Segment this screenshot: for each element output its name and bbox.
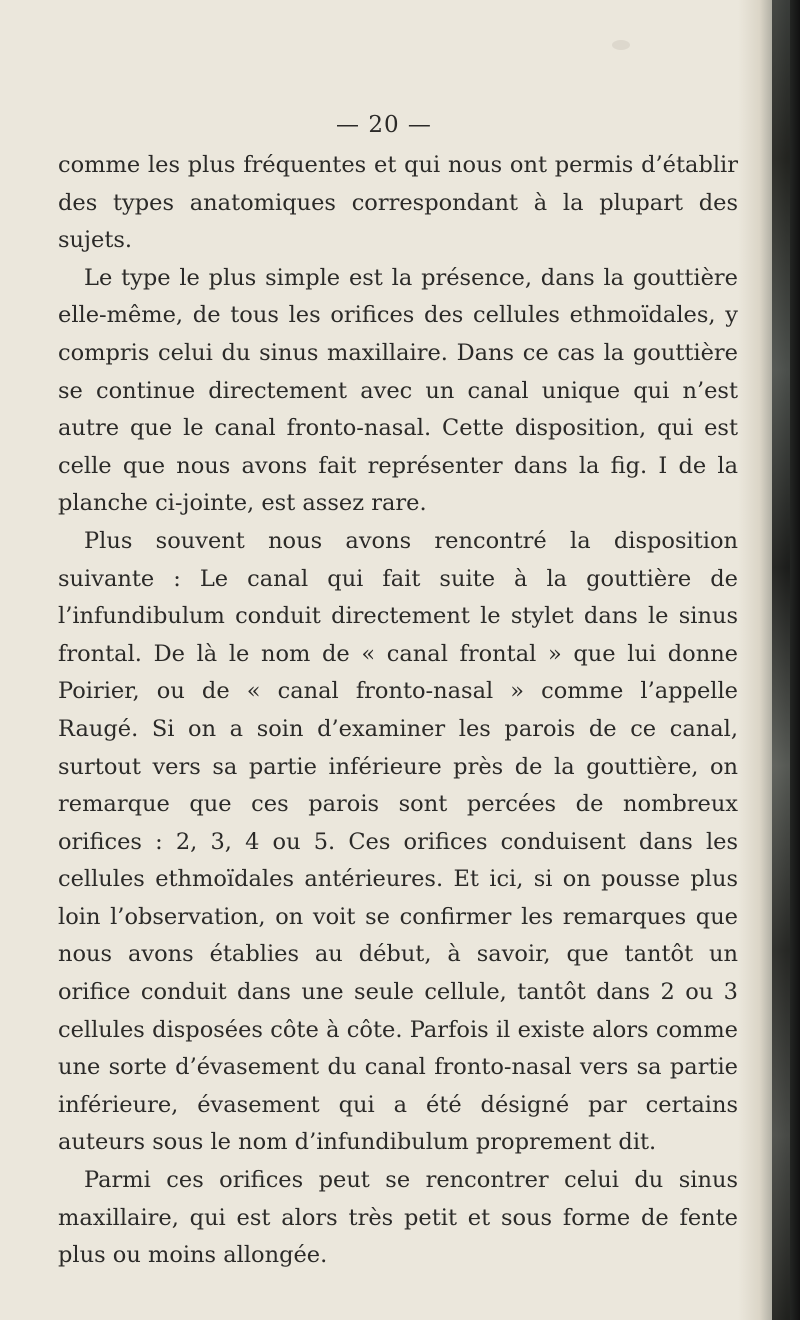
page-number: — 20 —	[336, 112, 432, 138]
paragraph-2: Le type le plus simple est la présence, dans la gouttière elle-même, de tous les orifices des cellules ethmoïdales, y compris celui du sinus maxillaire. Dans ce cas la gouttière se continue directement avec un canal unique qui n’est autre que le canal fronto-nasal. Cette disposition, qui est celle que nous avons fait représenter dans la fig. I de la planche ci-jointe, est assez rare.	[58, 264, 738, 517]
body-text	[58, 147, 738, 1275]
book-binding-edge	[738, 0, 800, 1320]
paragraph-4: Parmi ces orifices peut se rencontrer celui du sinus maxillaire, qui est alors très petit et sous forme de fente plus ou moins allongée.	[58, 1167, 738, 1269]
paper-spot	[612, 40, 630, 50]
paragraph-3: Plus souvent nous avons rencontré la disposition suivante : Le canal qui fait suite à la gouttière de l’infundibulum conduit directement le stylet dans le sinus frontal. De là le nom de « canal frontal » que lui donne Poirier, ou de « canal fronto-nasal » comme l’appelle Raugé. Si on a soin d’examiner les parois de ce canal, surtout vers sa partie inférieure près de la gouttière, on remarque que ces parois sont percées de nombreux orifices : 2, 3, 4 ou 5. Ces orifices conduisent dans les cellules ethmoïdales antérieures. Et ici, si on pousse plus loin l’observation, on voit se confirmer les remarques que nous avons établies au début, à savoir, que tantôt un orifice conduit dans une seule cellule, tantôt dans 2 ou 3 cellules disposées côte à côte. Parfois il existe alors comme une sorte d’évasement du canal fronto-nasal vers sa partie inférieure, évasement qui a été désigné par certains auteurs sous le nom d’infundibulum proprement dit.	[58, 527, 738, 1156]
paragraph-1: comme les plus fréquentes et qui nous ont permis d’établir des types anatomiques correspondant à la plupart des sujets.	[58, 152, 738, 254]
